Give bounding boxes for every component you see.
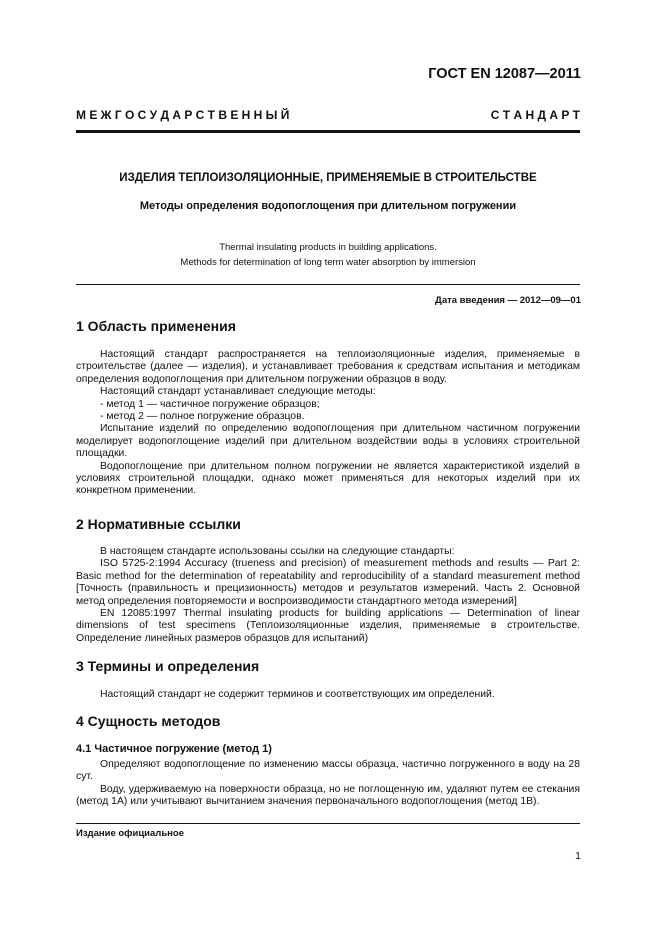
section-4-paragraph-2: Воду, удерживаемую на поверхности образца, но не поглощенную им, удаляют путем ее стекания (метод 1А) или учитывают вычитанием значения первоначального водопоглощения (метод 1В).: [76, 783, 580, 808]
section-4-paragraph-1: Определяют водопоглощение по изменению массы образца, частично погруженного в воду на 28 сут.: [76, 759, 580, 783]
section-2: [76, 516, 580, 645]
header-rule: [76, 130, 580, 133]
section-1-heading: 1 Область применения: [76, 318, 236, 334]
edition-label: Издание официальное: [76, 828, 184, 839]
document-title: ИЗДЕЛИЯ ТЕПЛОИЗОЛЯЦИОННЫЕ, ПРИМЕНЯЕМЫЕ В СТРОИТЕЛЬСТВЕ: [119, 172, 537, 184]
section-3: [76, 658, 580, 701]
english-title-line-2: Methods for determination of long term water absorption by immersion: [180, 257, 476, 268]
section-2-heading: 2 Нормативные ссылки: [76, 516, 241, 532]
section-1-list-item-2: - метод 2 — полное погружение образцов.: [100, 411, 305, 423]
document-subtitle: Методы определения водопоглощения при длительном погружении: [139, 200, 517, 212]
section-1-paragraph-2: Настоящий стандарт устанавливает следующие методы:: [100, 386, 376, 398]
english-title-line-1: Thermal insulating products in building applications.: [219, 242, 437, 253]
banner-left: М Е Ж Г О С У Д А Р С Т В Е Н Н Ы Й: [76, 108, 290, 122]
section-1: [76, 318, 580, 498]
section-3-heading: 3 Термины и определения: [76, 658, 260, 674]
section-3-paragraph-1: Настоящий стандарт не содержит терминов и соответствующих им определений.: [100, 689, 495, 700]
section-2-paragraph-1: В настоящем стандарте использованы ссылки на следующие стандарты:: [100, 546, 455, 557]
section-4: [76, 713, 580, 809]
subsection-4-1-heading: 4.1 Частичное погружение (метод 1): [76, 743, 272, 755]
section-1-paragraph-1: Настоящий стандарт распространяется на теплоизоляционные изделия, применяемые в строительстве (далее — изделия), и устанавливает требования к средствам испытания и методикам определения водопоглощения при длительном погружении образцов в воду.: [76, 349, 580, 385]
title-rule: [76, 284, 580, 285]
page-number: 1: [575, 850, 581, 862]
section-1-paragraph-3: Испытание изделий по определению водопоглощения при длительном частичном погружении моделирует водопоглощение изделий при длительном воздействии воды в условиях строительной площадки.: [76, 423, 580, 460]
english-title: [76, 240, 580, 270]
introduction-date: Дата введения — 2012—09—01: [435, 295, 581, 306]
section-4-heading: 4 Сущность методов: [76, 713, 221, 729]
section-2-reference-1: ISO 5725-2:1994 Accuracy (trueness and precision) of measurement methods and results — Part 2: Basic method for the determination of repeatability and reproducibility of a standard measurement method [Точность (правильность и прецизионность) методов и результатов измерений. Часть 2. Основной метод определения повторяемости и воспроизводимости стандартного метода измерений]: [76, 558, 580, 607]
section-1-list-item-1: - метод 1 — частичное погружение образцов;: [100, 398, 320, 410]
standard-code: ГОСТ EN 12087—2011: [428, 66, 581, 82]
section-2-reference-2: EN 12085:1997 Thermal insulating products for building applications — Determination of linear dimensions of test specimens (Теплоизоляционные изделия, применяемые в строительстве. Определение линейных размеров образцов для испытаний): [76, 608, 580, 644]
standard-banner: [76, 108, 580, 122]
section-1-paragraph-4: Водопоглощение при длительном полном погружении не является характеристикой изделий в условиях строительной площадки, однако может применяться для некоторых изделий при их конкретном применении.: [76, 460, 580, 497]
footer-rule: [76, 823, 580, 824]
banner-right: С Т А Н Д А Р Т: [490, 108, 580, 122]
